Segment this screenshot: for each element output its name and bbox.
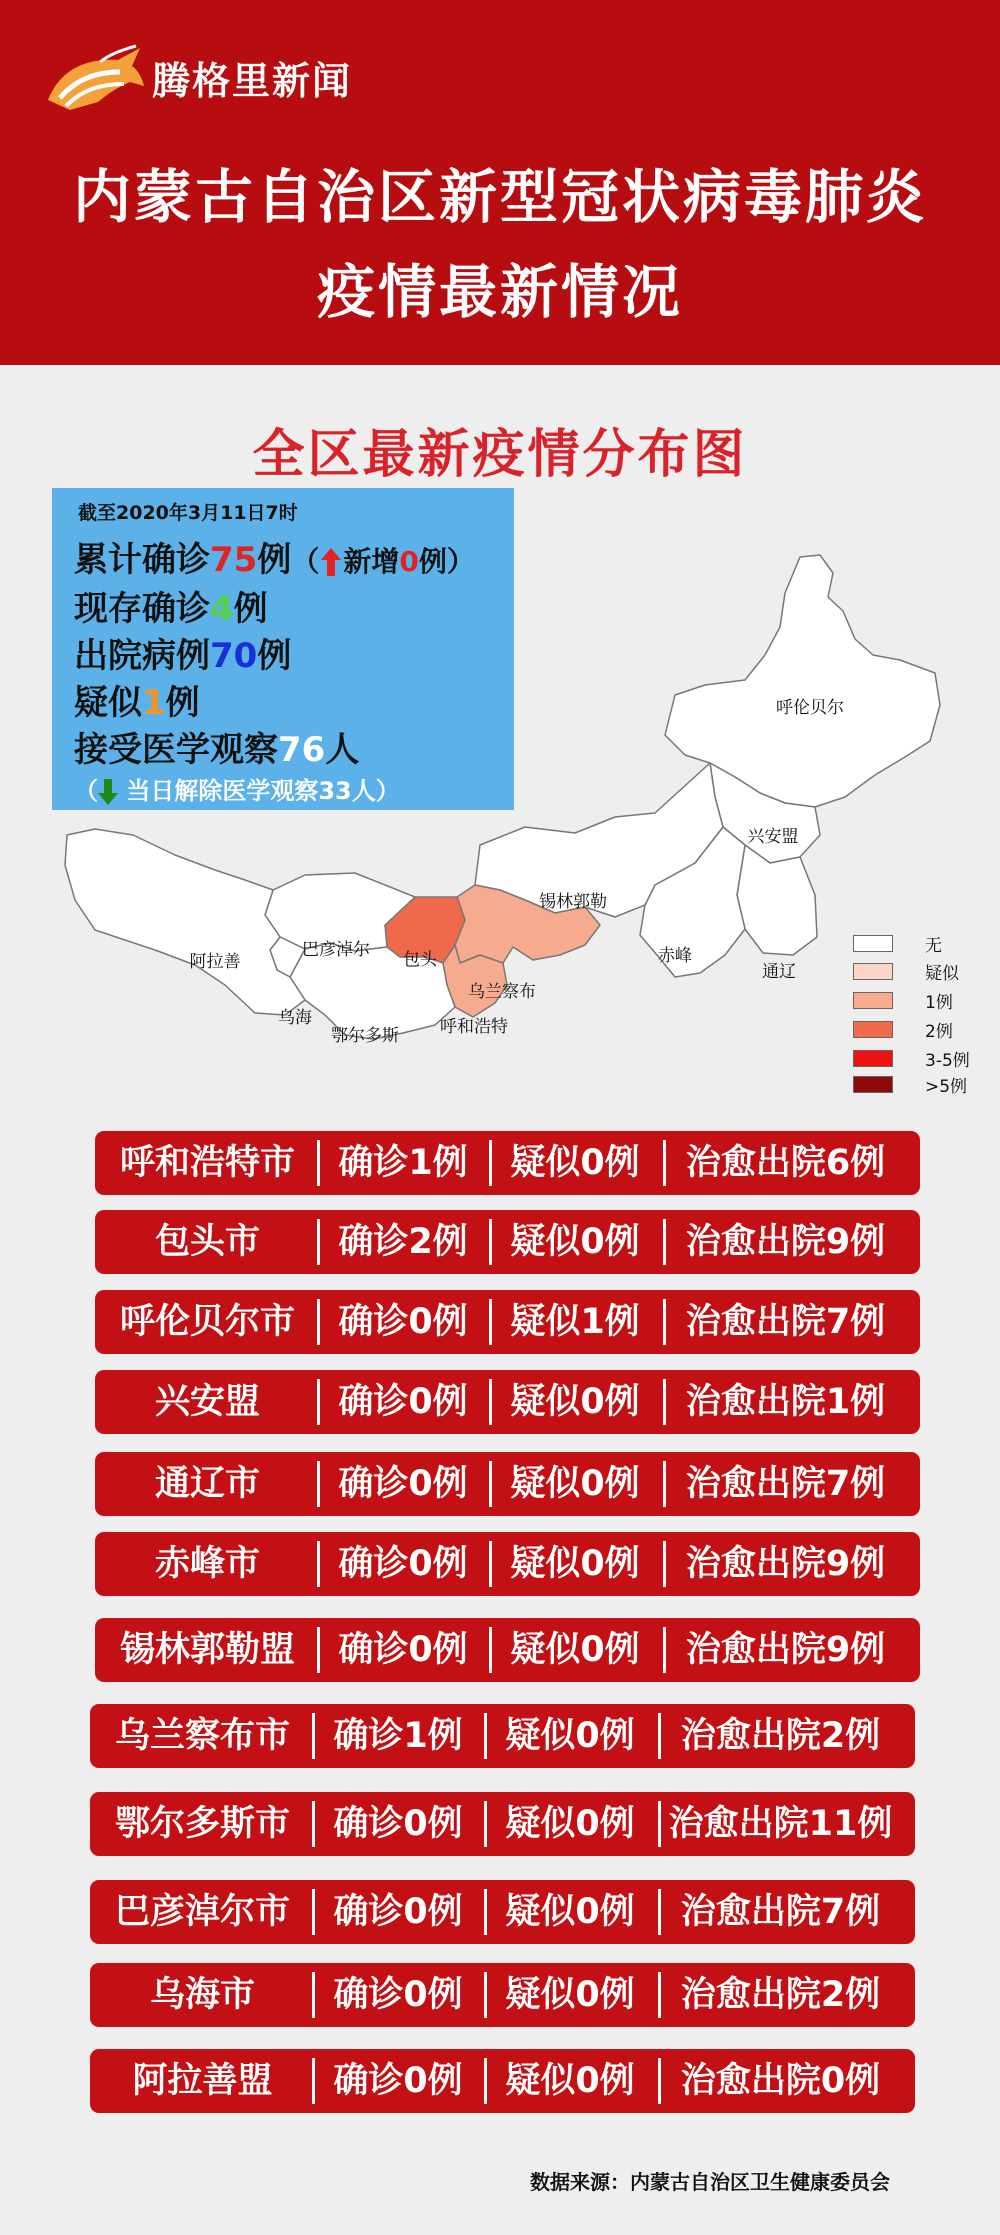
legend-label: 3-5例 (925, 1051, 970, 1071)
cell-divider (489, 1140, 492, 1186)
cumulative-value: 75 (210, 540, 258, 580)
suspected-cell: 疑似0例 (510, 1464, 640, 1504)
brand-name: 腾格里新闻 (152, 59, 353, 103)
city-name-cell: 巴彦淖尔市 (114, 1892, 290, 1932)
cell-divider (658, 1713, 661, 1759)
discharged-cell: 治愈出院7例 (680, 1892, 881, 1932)
city-name-cell: 鄂尔多斯市 (114, 1804, 290, 1844)
city-name-cell: 锡林郭勒盟 (119, 1630, 295, 1670)
cumulative-unit: 例 (257, 540, 292, 580)
cell-divider (658, 1972, 661, 2018)
new-paren-close: 例） (418, 545, 475, 578)
cell-divider (663, 1219, 666, 1265)
discharged-cell: 治愈出院9例 (685, 1630, 886, 1670)
table-row (95, 1618, 920, 1682)
cell-divider (317, 1541, 320, 1587)
region-tongliao (737, 845, 817, 955)
legend-label: >5例 (925, 1077, 968, 1097)
suspected-cell: 疑似0例 (510, 1630, 640, 1670)
new-value: 0 (399, 545, 419, 578)
cell-divider (312, 1889, 315, 1935)
current-label: 现存确诊 (74, 589, 210, 629)
cell-divider (484, 2058, 487, 2104)
horse-logo-icon (40, 40, 150, 115)
discharged-cell: 治愈出院11例 (668, 1804, 893, 1844)
table-row (95, 1210, 920, 1274)
confirmed-cell: 确诊0例 (333, 2061, 463, 2101)
confirmed-cell: 确诊0例 (338, 1544, 468, 1584)
arrow-down-icon (98, 779, 118, 805)
stats-released-line (74, 771, 400, 806)
discharged-cell: 治愈出院1例 (685, 1382, 886, 1422)
label-xilingol: 锡林郭勒 (539, 892, 607, 912)
cell-divider (658, 1889, 661, 1935)
confirmed-cell: 确诊0例 (333, 1892, 463, 1932)
city-name-cell: 通辽市 (154, 1464, 260, 1504)
label-ulanqab: 乌兰察布 (468, 982, 536, 1002)
table-row (90, 1880, 915, 1944)
suspected-cell: 疑似0例 (510, 1143, 640, 1183)
table-row (90, 1963, 915, 2027)
discharged-cell: 治愈出院9例 (685, 1544, 886, 1584)
discharged-cell: 治愈出院7例 (685, 1464, 886, 1504)
page-title-line1: 内蒙古自治区新型冠状病毒肺炎 (72, 163, 927, 231)
suspected-unit: 例 (165, 683, 200, 723)
label-bayannur: 巴彦淖尔 (302, 940, 370, 960)
stats-suspected-line (74, 675, 200, 724)
city-name-cell: 包头市 (154, 1222, 260, 1262)
released-paren-close: ） (375, 777, 400, 805)
legend-swatch (853, 1021, 893, 1038)
label-wuhai: 乌海 (278, 1008, 312, 1028)
label-hohhot: 呼和浩特 (440, 1017, 508, 1037)
discharged-label: 出院病例 (74, 636, 210, 676)
cell-divider (484, 1801, 487, 1847)
legend-swatch (853, 935, 893, 952)
confirmed-cell: 确诊0例 (338, 1382, 468, 1422)
table-row (90, 1792, 915, 1856)
cell-divider (317, 1627, 320, 1673)
discharged-cell: 治愈出院6例 (685, 1143, 886, 1183)
discharged-cell: 治愈出院7例 (685, 1302, 886, 1342)
suspected-cell: 疑似0例 (505, 1975, 635, 2015)
cell-divider (489, 1461, 492, 1507)
cell-divider (663, 1379, 666, 1425)
confirmed-cell: 确诊0例 (338, 1464, 468, 1504)
released-paren-open: （ (74, 777, 98, 805)
discharged-value: 70 (210, 636, 258, 676)
label-baotou: 包头 (403, 950, 437, 970)
cell-divider (663, 1627, 666, 1673)
cell-divider (317, 1299, 320, 1345)
confirmed-cell: 确诊0例 (338, 1630, 468, 1670)
suspected-cell: 疑似0例 (505, 1716, 635, 1756)
suspected-value: 1 (142, 683, 166, 723)
label-alxa: 阿拉善 (189, 952, 241, 972)
suspected-cell: 疑似0例 (510, 1382, 640, 1422)
discharged-cell: 治愈出院0例 (680, 2061, 881, 2101)
discharged-cell: 治愈出院2例 (680, 1975, 881, 2015)
table-row (95, 1370, 920, 1434)
label-hulunbuir: 呼伦贝尔 (776, 698, 844, 718)
stats-observation-line (74, 722, 359, 771)
header-banner (0, 0, 1000, 365)
label-tongliao: 通辽 (762, 962, 796, 982)
stats-current-line (74, 581, 268, 630)
city-name-cell: 兴安盟 (154, 1382, 260, 1422)
confirmed-cell: 确诊1例 (338, 1143, 468, 1183)
cell-divider (658, 2058, 661, 2104)
city-name-cell: 乌兰察布市 (114, 1716, 290, 1756)
confirmed-cell: 确诊0例 (333, 1804, 463, 1844)
confirmed-cell: 确诊0例 (338, 1302, 468, 1342)
legend-item (853, 933, 993, 956)
confirmed-cell: 确诊1例 (333, 1716, 463, 1756)
cell-divider (312, 1713, 315, 1759)
legend-swatch (853, 1076, 893, 1093)
cell-divider (489, 1299, 492, 1345)
page-title-line2: 疫情最新情况 (316, 258, 683, 326)
suspected-label: 疑似 (74, 683, 142, 723)
stats-as-of: 截至2020年3月11日7时 (78, 502, 298, 524)
cell-divider (317, 1379, 320, 1425)
observation-label: 接受医学观察 (74, 730, 278, 770)
city-name-cell: 呼和浩特市 (119, 1143, 295, 1183)
legend-item (853, 990, 993, 1013)
cell-divider (489, 1627, 492, 1673)
city-name-cell: 乌海市 (149, 1975, 255, 2015)
suspected-cell: 疑似0例 (505, 2061, 635, 2101)
legend-item (853, 1074, 993, 1097)
map-title: 全区最新疫情分布图 (252, 425, 748, 485)
cell-divider (317, 1219, 320, 1265)
cell-divider (489, 1219, 492, 1265)
label-ordos: 鄂尔多斯 (331, 1026, 399, 1046)
city-name-cell: 呼伦贝尔市 (119, 1302, 295, 1342)
table-row (90, 1704, 915, 1768)
legend-swatch (853, 992, 893, 1009)
region-alxa (65, 829, 305, 1015)
city-name-cell: 赤峰市 (154, 1544, 260, 1584)
cell-divider (663, 1541, 666, 1587)
suspected-cell: 疑似0例 (510, 1222, 640, 1262)
confirmed-cell: 确诊2例 (338, 1222, 468, 1262)
discharged-cell: 治愈出院9例 (685, 1222, 886, 1262)
legend-item (853, 961, 993, 984)
table-row (95, 1452, 920, 1516)
discharged-unit: 例 (257, 636, 292, 676)
legend-label: 1例 (925, 993, 953, 1013)
cell-divider (489, 1541, 492, 1587)
legend-label: 无 (925, 936, 942, 956)
observation-value: 76 (278, 730, 326, 770)
discharged-cell: 治愈出院2例 (680, 1716, 881, 1756)
table-row (90, 2049, 915, 2113)
table-row (95, 1131, 920, 1195)
cell-divider (658, 1801, 661, 1847)
suspected-cell: 疑似1例 (510, 1302, 640, 1342)
cell-divider (317, 1461, 320, 1507)
released-text: 当日解除医学观察33人 (126, 777, 376, 805)
current-unit: 例 (233, 589, 268, 629)
table-row (95, 1290, 920, 1354)
cell-divider (489, 1379, 492, 1425)
legend-item (853, 1048, 993, 1071)
cell-divider (484, 1889, 487, 1935)
arrow-up-icon (321, 548, 341, 576)
legend-swatch (853, 963, 893, 980)
suspected-cell: 疑似0例 (505, 1804, 635, 1844)
stats-panel (52, 488, 514, 810)
suspected-cell: 疑似0例 (505, 1892, 635, 1932)
table-row (95, 1532, 920, 1596)
legend-label: 疑似 (925, 964, 959, 984)
cell-divider (484, 1713, 487, 1759)
legend-label: 2例 (925, 1022, 953, 1042)
cell-divider (312, 1801, 315, 1847)
cell-divider (317, 1140, 320, 1186)
cell-divider (484, 1972, 487, 2018)
label-chifeng: 赤峰 (658, 946, 692, 966)
cell-divider (663, 1461, 666, 1507)
suspected-cell: 疑似0例 (510, 1544, 640, 1584)
data-source: 数据来源：内蒙古自治区卫生健康委员会 (530, 2170, 890, 2194)
cell-divider (312, 1972, 315, 2018)
city-name-cell: 阿拉善盟 (132, 2061, 273, 2101)
new-paren-open: （ (291, 545, 320, 578)
new-label: 新增 (343, 545, 400, 578)
legend-item (853, 1019, 993, 1042)
legend-swatch (853, 1050, 893, 1067)
cell-divider (663, 1299, 666, 1345)
cell-divider (663, 1140, 666, 1186)
observation-unit: 人 (325, 730, 360, 770)
label-xinganmeng: 兴安盟 (747, 827, 799, 847)
cell-divider (312, 2058, 315, 2104)
current-value: 4 (210, 589, 234, 629)
confirmed-cell: 确诊0例 (333, 1975, 463, 2015)
stats-discharged-line (74, 628, 291, 677)
stats-cumulative-line (74, 532, 475, 581)
cumulative-label: 累计确诊 (74, 540, 210, 580)
